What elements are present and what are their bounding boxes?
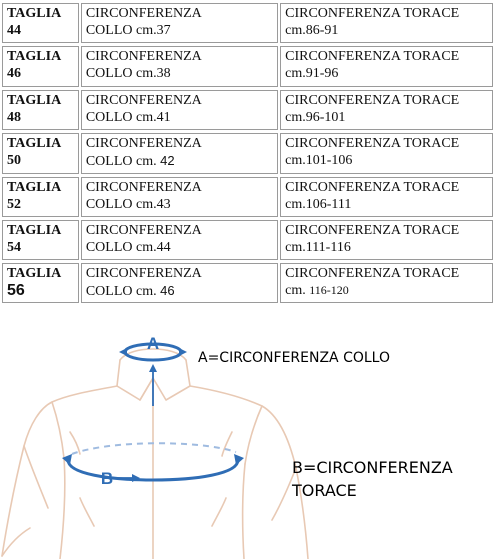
size-cell xyxy=(2,177,79,217)
chest-value: 96-101 xyxy=(305,110,346,125)
neck-circumference-label: A=CIRCONFERENZA COLLO xyxy=(198,350,390,366)
neck-value: 46 xyxy=(160,283,175,298)
neck-prefix: COLLO cm. xyxy=(85,154,161,169)
neck-cell xyxy=(81,90,278,130)
neck-cell xyxy=(81,46,278,87)
marker-a: A xyxy=(146,334,160,353)
neck-cell xyxy=(81,177,278,217)
size-label: TAGLIA xyxy=(7,180,62,195)
size-label: TAGLIA xyxy=(7,6,62,21)
chest-cell xyxy=(280,220,493,260)
neck-cell xyxy=(81,133,278,174)
neck-prefix: COLLO cm. xyxy=(85,110,157,125)
size-label: TAGLIA xyxy=(7,266,62,281)
neck-ring-arrow-left xyxy=(119,348,127,356)
size-number: 52 xyxy=(7,197,21,212)
chest-cell xyxy=(280,3,493,43)
table-row xyxy=(2,133,493,174)
chest-value: 86-91 xyxy=(305,23,339,38)
chest-label: CIRCONFERENZA TORACE xyxy=(285,6,460,21)
chest-prefix: cm. xyxy=(285,283,310,298)
table-row xyxy=(2,46,493,87)
neck-label: CIRCONFERENZA xyxy=(85,93,202,108)
neck-value: 42 xyxy=(160,153,175,168)
neck-prefix: COLLO cm. xyxy=(85,284,161,299)
size-number: 44 xyxy=(7,23,21,38)
neck-cell xyxy=(81,220,278,260)
table-row xyxy=(2,263,493,303)
neck-value: 43 xyxy=(156,197,171,212)
table-row xyxy=(2,220,493,260)
chest-value: 116-120 xyxy=(309,283,349,297)
chest-back-line xyxy=(72,443,236,454)
size-number: 54 xyxy=(7,240,21,255)
neck-label: CIRCONFERENZA xyxy=(85,6,202,21)
chest-value: 101-106 xyxy=(305,153,353,168)
chest-cell xyxy=(280,46,493,87)
neck-label: CIRCONFERENZA xyxy=(85,266,202,281)
size-number: 50 xyxy=(7,153,21,168)
shirt-outline xyxy=(2,349,308,559)
chest-prefix: cm. xyxy=(285,240,306,255)
neck-cell xyxy=(81,263,278,303)
size-number: 56 xyxy=(7,282,25,299)
neck-value: 37 xyxy=(156,23,171,38)
size-label: TAGLIA xyxy=(7,93,62,108)
chest-value: 106-111 xyxy=(305,197,352,212)
neck-cell xyxy=(81,3,278,43)
neck-value: 38 xyxy=(156,66,171,81)
chest-label-line2: TORACE xyxy=(292,481,357,500)
neck-label: CIRCONFERENZA xyxy=(85,180,202,195)
neck-prefix: COLLO cm. xyxy=(85,240,157,255)
neck-value: 41 xyxy=(156,110,171,125)
size-cell xyxy=(2,46,79,87)
neck-prefix: COLLO cm. xyxy=(85,197,157,212)
chest-label: CIRCONFERENZA TORACE xyxy=(285,180,460,195)
table-row xyxy=(2,90,493,130)
chest-label-line1: B=CIRCONFERENZA xyxy=(292,458,453,477)
chest-label: CIRCONFERENZA TORACE xyxy=(285,136,460,151)
size-label: TAGLIA xyxy=(7,136,62,151)
size-number: 48 xyxy=(7,110,21,125)
neck-prefix: COLLO cm. xyxy=(85,23,157,38)
table-row xyxy=(2,177,493,217)
chest-cell xyxy=(280,177,493,217)
neck-arrow-head xyxy=(149,364,157,372)
chest-value: 111-116 xyxy=(305,240,351,255)
size-cell xyxy=(2,263,79,303)
size-label: TAGLIA xyxy=(7,223,62,238)
chest-circumference-label xyxy=(292,456,492,502)
chest-prefix: cm. xyxy=(285,66,306,81)
size-cell xyxy=(2,3,79,43)
size-label: TAGLIA xyxy=(7,49,62,64)
chest-label: CIRCONFERENZA TORACE xyxy=(285,93,460,108)
chest-cell xyxy=(280,133,493,174)
neck-label: CIRCONFERENZA xyxy=(85,49,202,64)
chest-value: 91-96 xyxy=(305,66,339,81)
chest-prefix: cm. xyxy=(285,110,306,125)
marker-b: B xyxy=(100,469,114,488)
chest-label: CIRCONFERENZA TORACE xyxy=(285,223,460,238)
neck-prefix: COLLO cm. xyxy=(85,66,157,81)
size-cell xyxy=(2,220,79,260)
chest-cell xyxy=(280,263,493,303)
chest-prefix: cm. xyxy=(285,153,306,168)
chest-cell xyxy=(280,90,493,130)
neck-label: CIRCONFERENZA xyxy=(85,223,202,238)
chest-label: CIRCONFERENZA TORACE xyxy=(285,266,460,281)
neck-label: CIRCONFERENZA xyxy=(85,136,202,151)
neck-measure xyxy=(119,334,187,406)
chest-prefix: cm. xyxy=(285,197,306,212)
neck-ring-arrow-right xyxy=(179,348,187,356)
neck-value: 44 xyxy=(156,240,171,255)
size-number: 46 xyxy=(7,66,21,81)
chest-prefix: cm. xyxy=(285,23,306,38)
size-cell xyxy=(2,90,79,130)
table-row xyxy=(2,3,493,43)
chest-label: CIRCONFERENZA TORACE xyxy=(285,49,460,64)
size-cell xyxy=(2,133,79,174)
